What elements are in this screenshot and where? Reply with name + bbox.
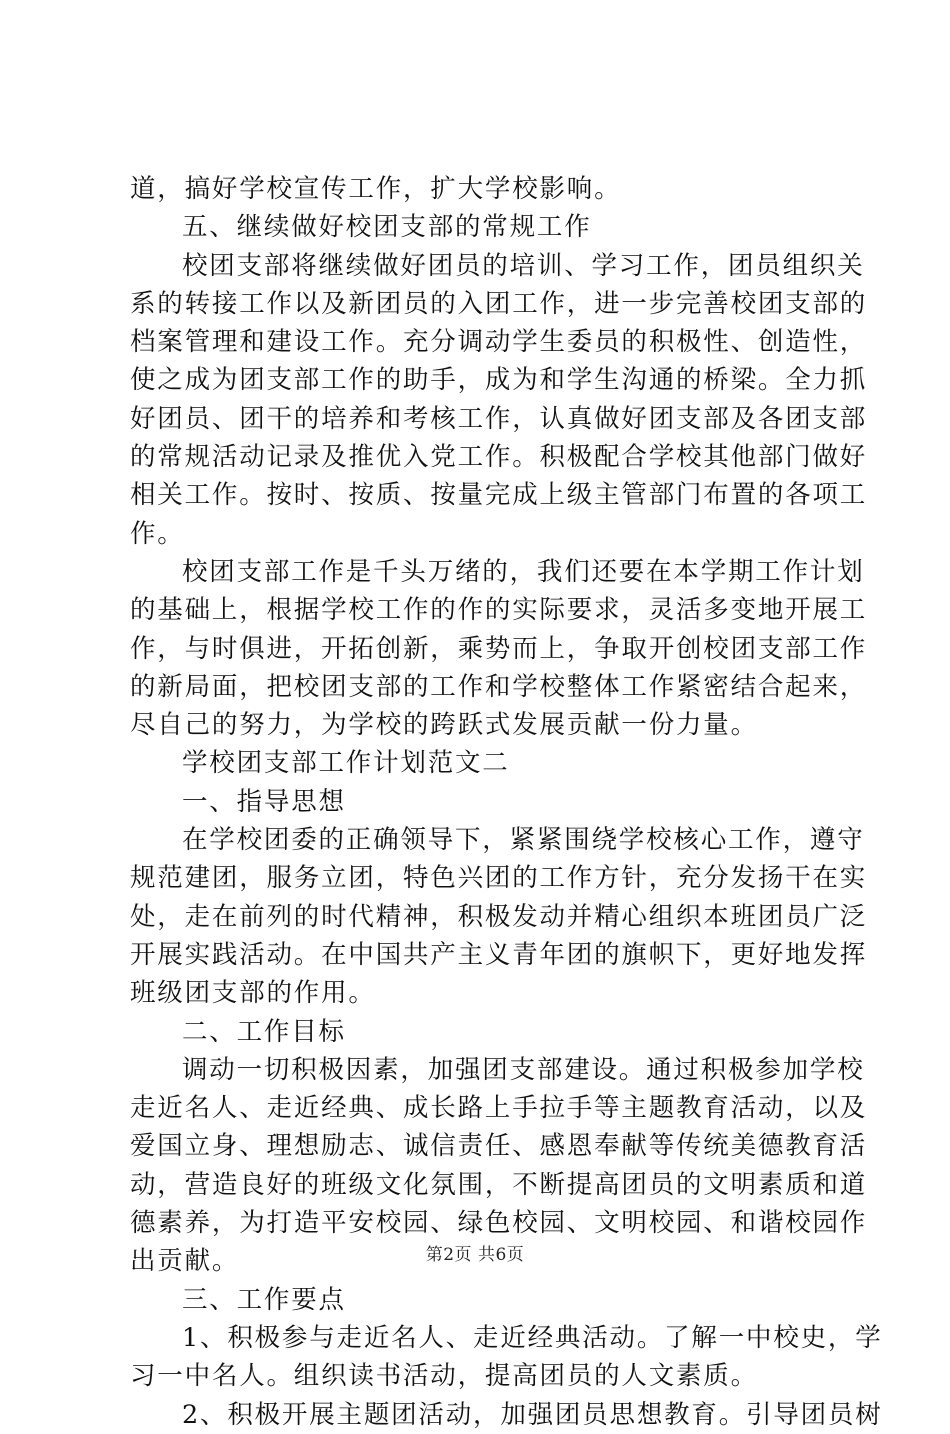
text-line: 在学校团委的正确领导下，紧紧围绕学校核心工作，遵守 [182, 825, 865, 856]
text-line: 爱国立身、理想励志、诚信责任、感恩奉献等传统美德教育活 [130, 1131, 868, 1162]
text-line: 二、工作目标 [182, 1016, 346, 1047]
text-line: 学校团支部工作计划范文二 [182, 748, 510, 779]
text-line: 校团支部将继续做好团员的培训、学习工作，团员组织关 [182, 250, 865, 281]
text-line: 好团员、团干的培养和考核工作，认真做好团支部及各团支部 [130, 403, 868, 434]
text-line: 处，走在前列的时代精神，积极发动并精心组织本班团员广泛 [130, 901, 868, 932]
text-line: 规范建团，服务立团，特色兴团的工作方针，充分发扬干在实 [130, 863, 868, 894]
text-line: 2、积极开展主题团活动，加强团员思想教育。引导团员树 [182, 1399, 883, 1430]
text-line: 的新局面，把校团支部的工作和学校整体工作紧密结合起来， [130, 671, 868, 702]
text-line: 三、工作要点 [182, 1284, 346, 1315]
text-line: 五、继续做好校团支部的常规工作 [182, 212, 592, 243]
text-line: 相关工作。按时、按质、按量完成上级主管部门布置的各项工 [130, 480, 868, 511]
text-line: 的常规活动记录及推优入党工作。积极配合学校其他部门做好 [130, 442, 868, 473]
text-line: 动，营造良好的班级文化氛围，不断提高团员的文明素质和道 [130, 1169, 868, 1200]
text-line: 走近名人、走近经典、成长路上手拉手等主题教育活动，以及 [130, 1093, 868, 1124]
text-line: 出贡献。 [130, 1246, 240, 1277]
text-line: 1、积极参与走近名人、走近经典活动。了解一中校史，学 [182, 1322, 883, 1353]
text-line: 使之成为团支部工作的助手，成为和学生沟通的桥梁。全力抓 [130, 365, 868, 396]
text-line: 习一中名人。组织读书活动，提高团员的人文素质。 [130, 1361, 758, 1392]
text-line: 作，与时俱进，开拓创新，乘势而上，争取开创校团支部工作 [130, 633, 868, 664]
text-line: 班级团支部的作用。 [130, 978, 376, 1009]
text-line: 开展实践活动。在中国共产主义青年团的旗帜下，更好地发挥 [130, 939, 868, 970]
text-line: 尽自己的努力，为学校的跨跃式发展贡献一份力量。 [130, 710, 758, 741]
text-line: 档案管理和建设工作。充分调动学生委员的积极性、创造性， [130, 327, 868, 358]
text-line: 作。 [130, 518, 185, 549]
text-line: 的基础上，根据学校工作的作的实际要求，灵活多变地开展工 [130, 595, 868, 626]
page-footer: 第2页 共6页 [425, 1245, 525, 1265]
text-line: 道，搞好学校宣传工作，扩大学校影响。 [130, 174, 622, 204]
text-line: 系的转接工作以及新团员的入团工作，进一步完善校团支部的 [130, 288, 868, 319]
text-line: 一、指导思想 [182, 786, 346, 817]
text-line: 德素养，为打造平安校园、绿色校园、文明校园、和谐校园作 [130, 1208, 868, 1239]
text-line: 校团支部工作是千头万绪的，我们还要在本学期工作计划 [182, 556, 865, 587]
text-line: 调动一切积极因素，加强团支部建设。通过积极参加学校 [182, 1054, 865, 1085]
